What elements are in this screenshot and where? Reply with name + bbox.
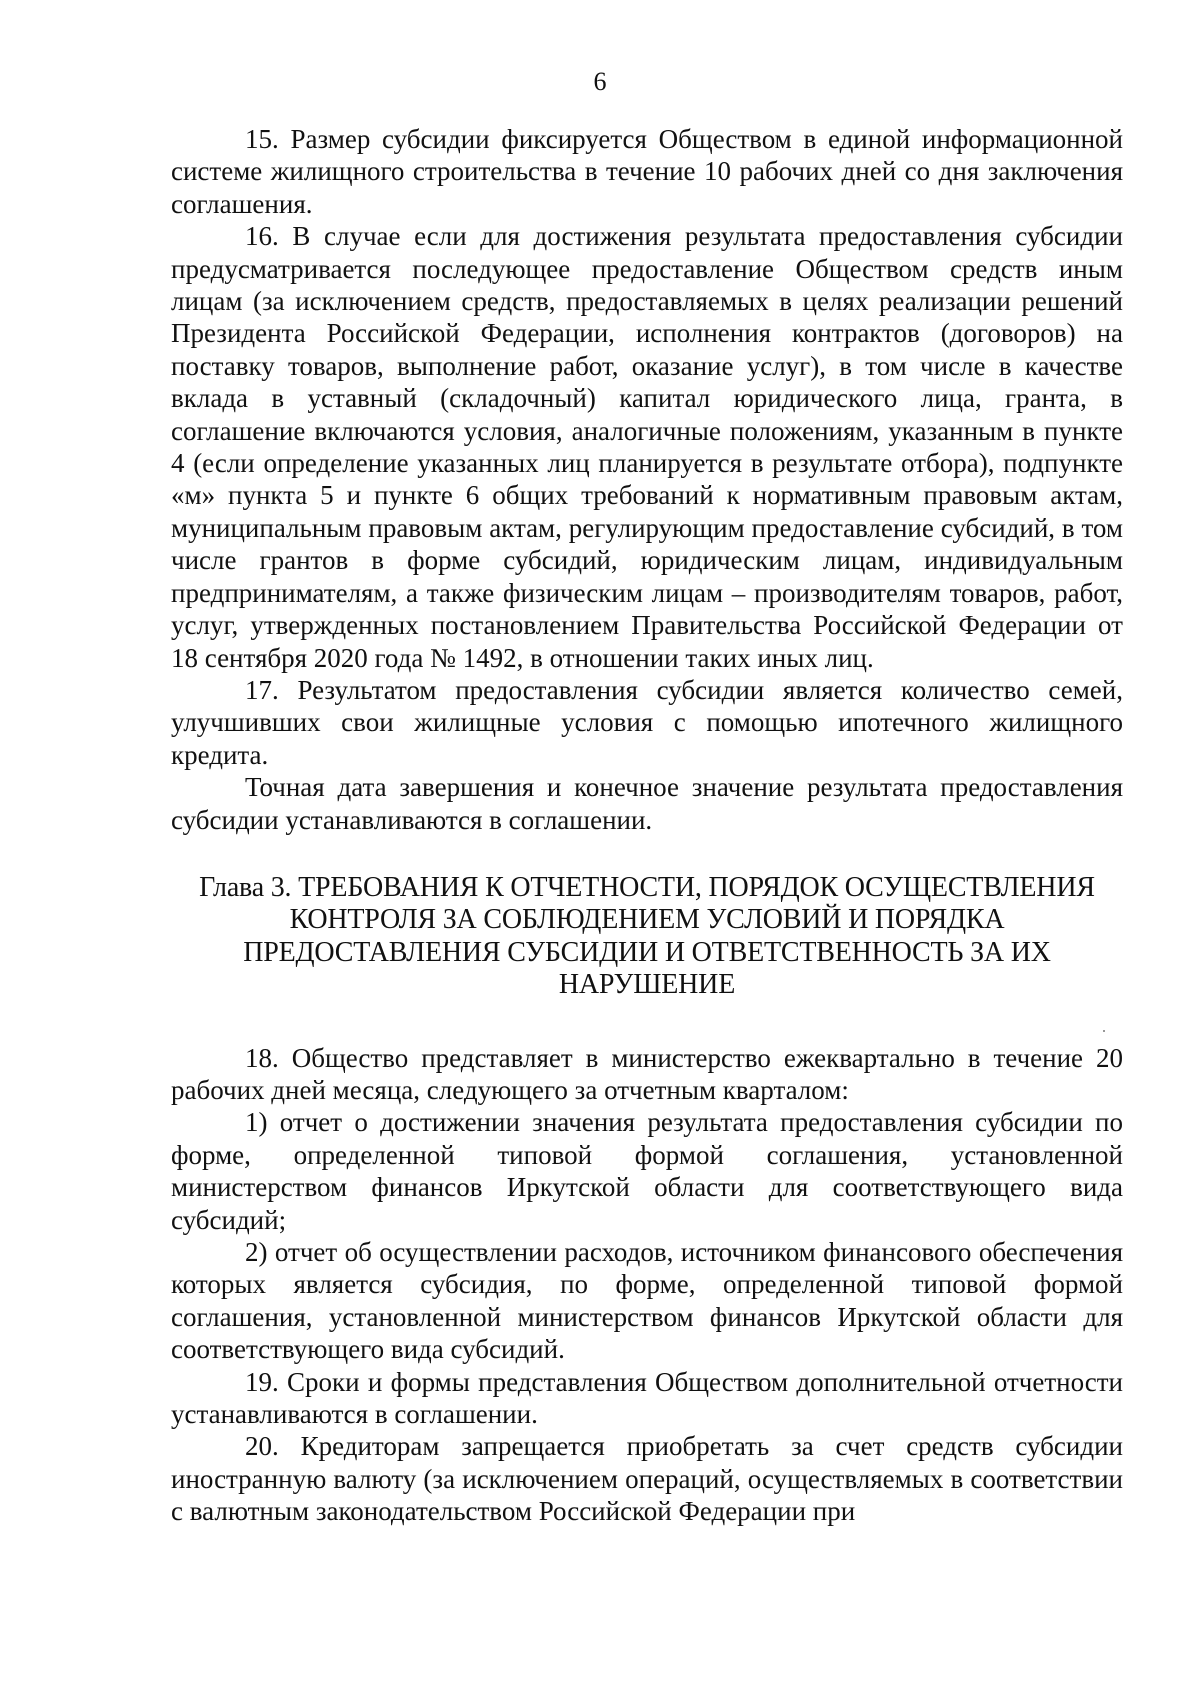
page-number: 6: [593, 67, 607, 96]
paragraph-17: 17. Результатом предоставления субсидии является количество семей, улучшивших свои жилищные условия с помощью ипотечного жилищного кредита.: [171, 674, 1123, 770]
paragraph-18-item-2: 2) отчет об осуществлении расходов, источником финансового обеспечения которых является субсидия, по форме, определенной типовой формой соглашения, установленной министерством финансов Иркутской области для соответствующего вида субсидий.: [171, 1237, 1123, 1365]
paragraph-18: 18. Общество представляет в министерство ежеквартально в течение 20 рабочих дней месяца, следующего за отчетным кварталом:: [171, 1042, 1123, 1105]
scan-speck: [1103, 1030, 1105, 1032]
chapter-heading-line-1: Глава 3. ТРЕБОВАНИЯ К ОТЧЕТНОСТИ, ПОРЯДОК ОСУЩЕСТВЛЕНИЯ: [199, 871, 1095, 903]
paragraph-16: 16. В случае если для достижения результата предоставления субсидии предусматривается последующее предоставление Обществом средств иным лицам (за исключением средств, предоставляемых в целях реализации решений Президента Российской Федерации, исполнения контрактов (договоров) на поставку товаров, выполнение работ, оказание услуг), в том числе в качестве вклада в уставный (складочный) капитал юридического лица, гранта, в соглашение включаются условия, аналогичные положениям, указанным в пункте 4 (если определение указанных лиц планируется в результате отбора), подпункте «м» пункта 5 и пункте 6 общих требований к нормативным правовым актам, муниципальным правовым актам, регулирующим предоставление субсидий, в том числе грантов в форме субсидий, юридическим лицам, индивидуальным предпринимателям, а также физическим лицам – производителям товаров, работ, услуг, утвержденных постановлением Правительства Российской Федерации от 18 сентября 2020 года № 1492, в отношении таких иных лиц.: [171, 221, 1123, 673]
chapter-heading-line-3: ПРЕДОСТАВЛЕНИЯ СУБСИДИИ И ОТВЕТСТВЕННОСТЬ ЗА ИХ: [243, 936, 1051, 968]
chapter-heading-line-2: КОНТРОЛЯ ЗА СОБЛЮДЕНИЕМ УСЛОВИЙ И ПОРЯДКА: [289, 904, 1005, 936]
paragraph-19: 19. Сроки и формы представления Обществом дополнительной отчетности устанавливаются в соглашении.: [171, 1366, 1123, 1430]
chapter-heading-line-4: НАРУШЕНИЕ: [558, 969, 736, 1001]
paragraph-15: 15. Размер субсидии фиксируется Обществом в единой информационной системе жилищного строительства в течение 10 рабочих дней со дня заключения соглашения.: [171, 124, 1123, 219]
chapter-heading: [171, 872, 1123, 1002]
paragraph-result-date: Точная дата завершения и конечное значение результата предоставления субсидии устанавливаются в соглашении.: [171, 772, 1123, 835]
paragraph-20: 20. Кредиторам запрещается приобретать за счет средств субсидии иностранную валюту (за исключением операций, осуществляемых в соответствии с валютным законодательством Российской Федерации при: [171, 1431, 1123, 1527]
document-body: [171, 123, 1123, 1528]
paragraph-18-item-1: 1) отчет о достижении значения результата предоставления субсидии по форме, определенной типовой формой соглашения, установленной министерством финансов Иркутской области для соответствующего вида субсидий;: [171, 1107, 1123, 1235]
